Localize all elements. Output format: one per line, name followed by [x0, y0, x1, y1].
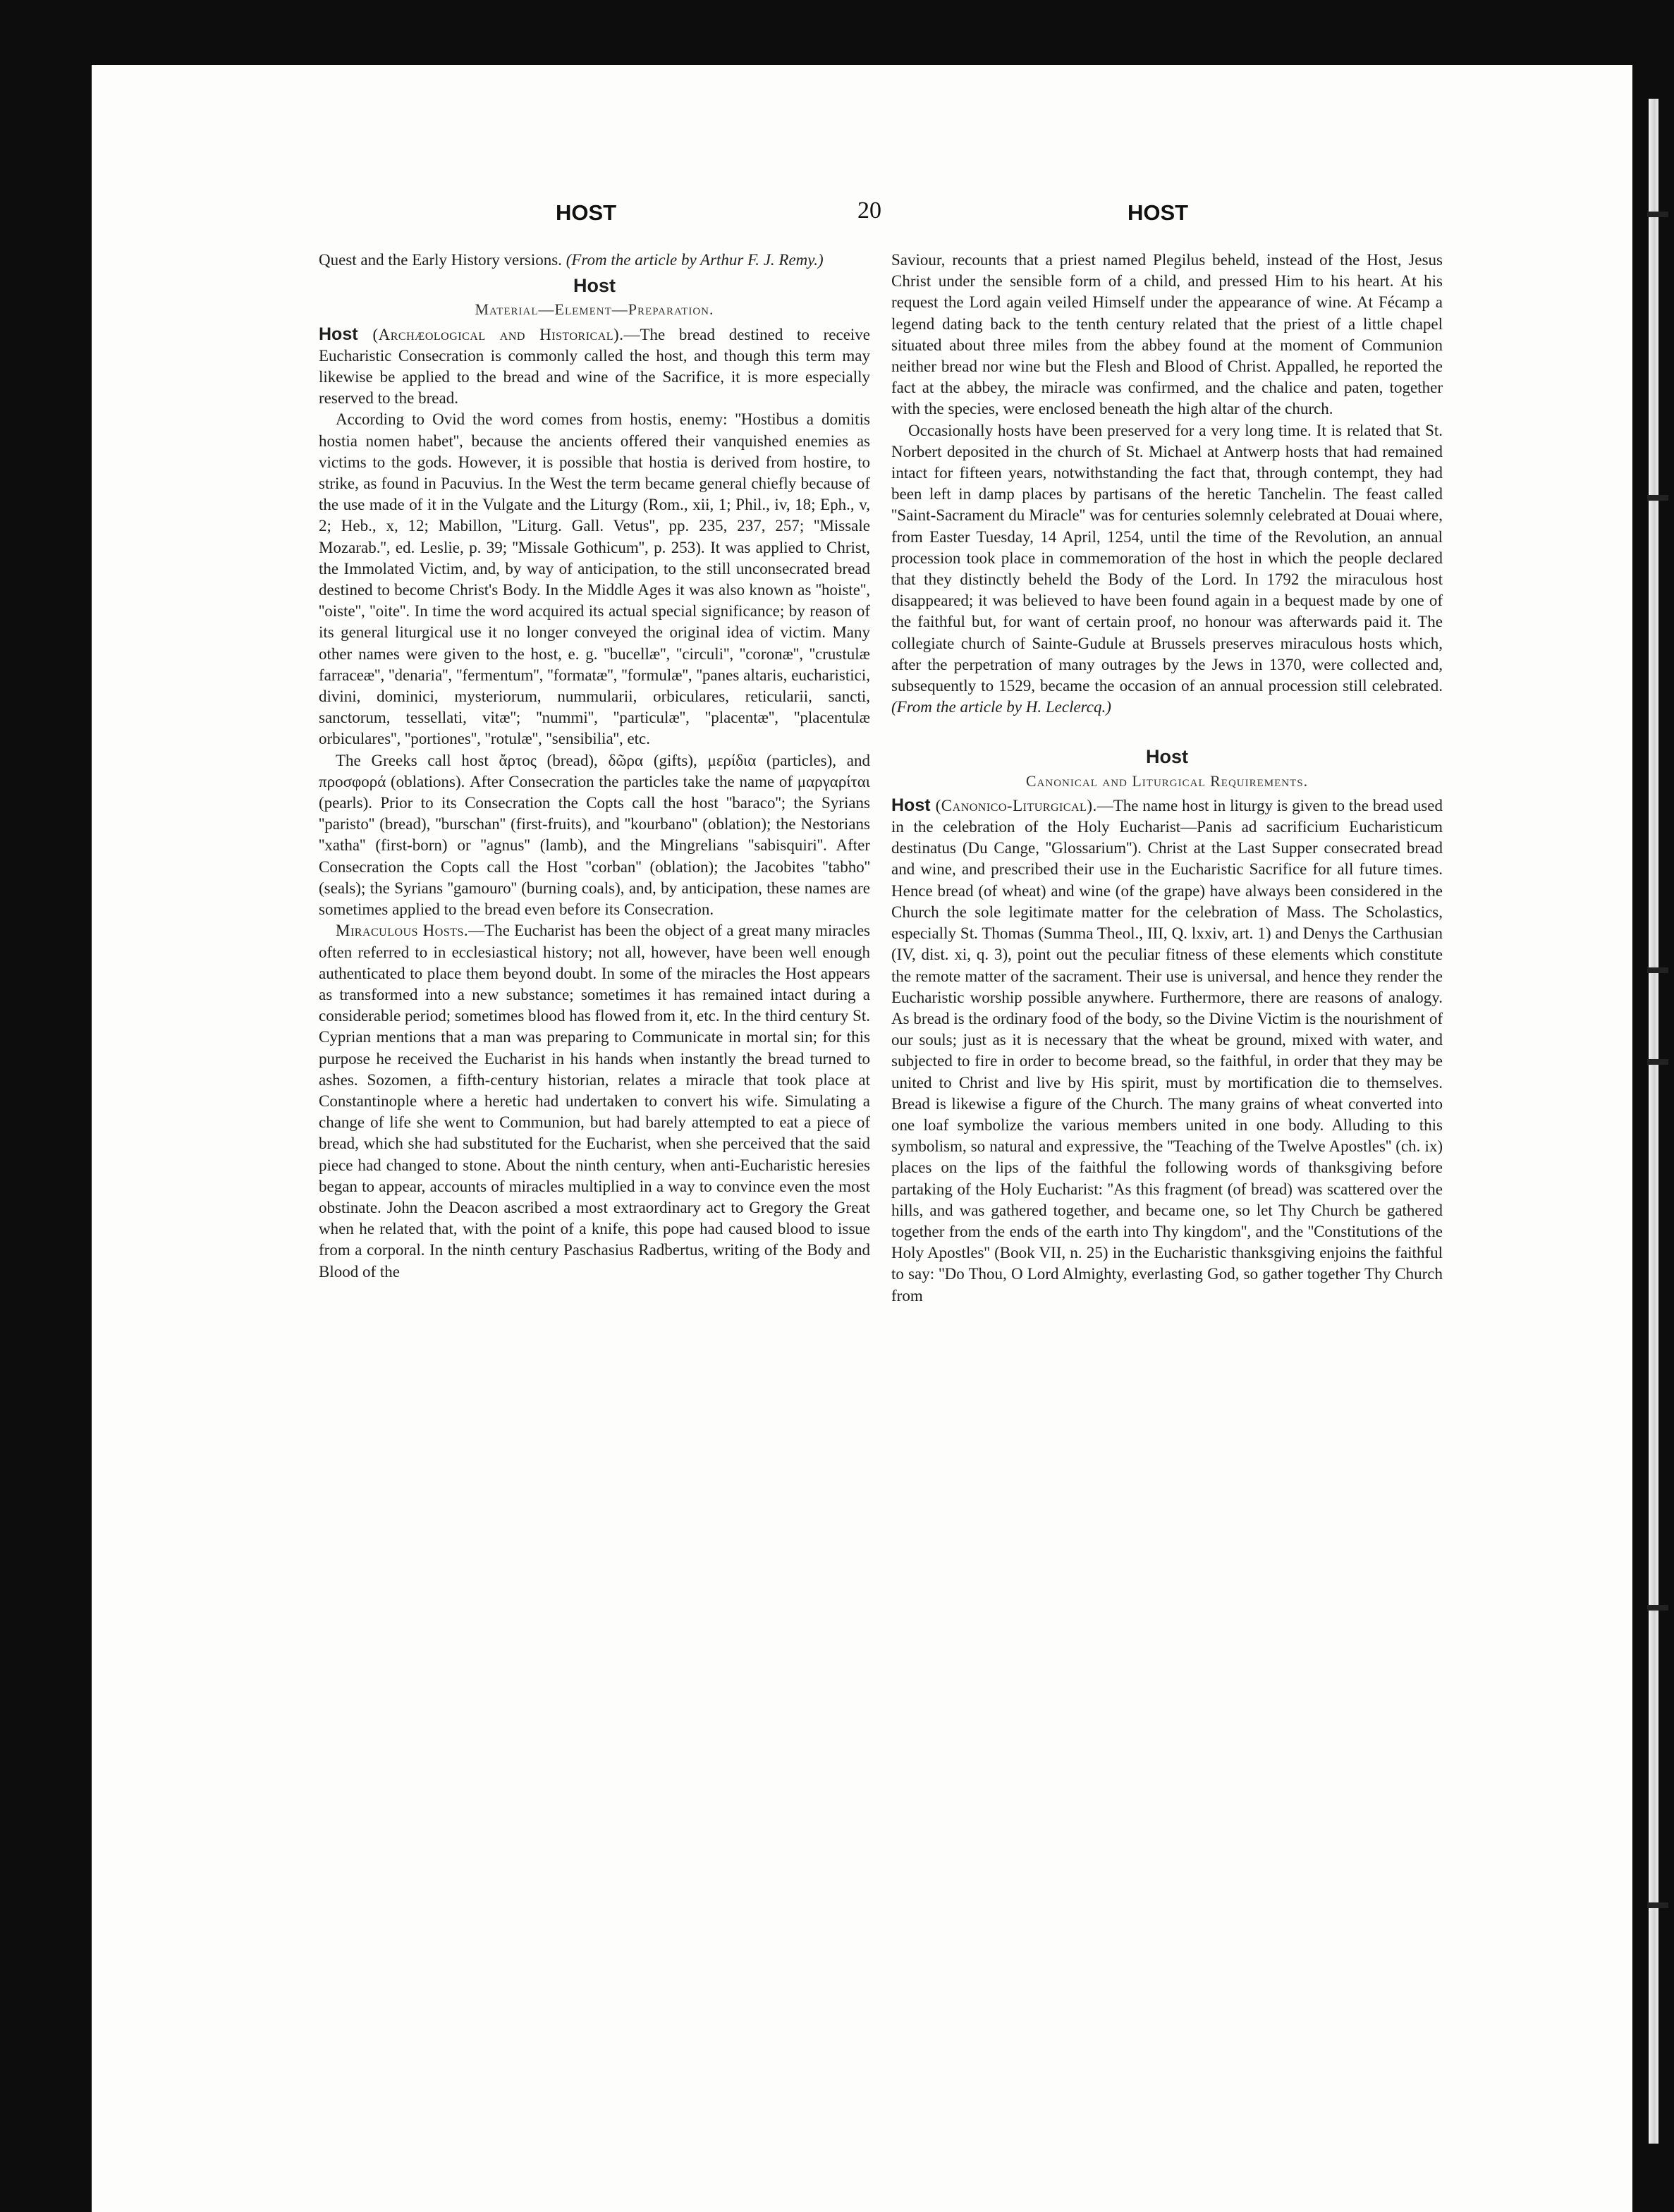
right-column [891, 250, 1443, 1307]
paragraph-text: According to Ovid the word comes from hostis, enemy: ''Hostibus a domitis hostia nomen habet'', because the ancients offered their vanquished enemies as victims to the gods. However, it is possible that hostia is derived from hostire, to strike, as found in Pacuvius. In the West the term became general chiefly because of the use made of it in the Vulgate and the Liturgy (Rom., xii, 1; Phil., iv, 18; Eph., v, 2; Heb., x, 12; Mabillon, ''Liturg. Gall. Vetus'', pp. 235, 237, 257; ''Missale Mozarab.'', ed. Leslie, p. 39; ''Missale Gothicum'', p. 253). It was applied to Christ, the Immolated Victim, and, by way of anticipation, to the still unconsecrated bread destined to become Christ's Body. In the Middle Ages it was also known as ''hoiste'', ''oiste'', ''oite''. In time the word acquired its actual special significance; by reason of its general liturgical use it no longer conveyed the original idea of victim. Many other names were given to the host, e. g. ''bucellæ'', ''circuli'', ''coronæ'', ''crustulæ farraceæ'', ''denaria'', ''fermentum'', ''formatæ'', ''formulæ'', ''panes altaris, eucharistici, divini, dominici, mysteriorum, nummularii, orbiculares, reticularii, sancti, sanctorum, tessellati, vitæ''; ''nummi'', ''particulæ'', ''placentæ'', ''placentulæ orbiculares'', ''portiones'', ''rotulæ'', ''sensibilia'', etc. [319, 410, 870, 748]
small-caps-label: (Archæological and Historical). [372, 325, 624, 343]
section-heading: Host [1146, 746, 1188, 768]
section-heading: Host [573, 275, 616, 297]
section-spacer [891, 718, 1443, 742]
page-number: 20 [857, 197, 881, 224]
left-column [319, 250, 870, 1283]
run-in-head: Host [319, 324, 373, 344]
paragraph [891, 420, 1443, 719]
edge-mark [1647, 1059, 1668, 1065]
paragraph-text: Occasionally hosts have been preserved for a very long time. It is related that St. Norbert deposited in the church of St. Michael at Antwerp hosts that had remained intact for fifteen years, notwithstanding the fact that, through contempt, they had been left in damp places by partisans of the heretic Tanchelin. The feast called ''Saint-Sacrament du Miracle'' was for centuries solemnly celebrated at Douai where, from Easter Tuesday, 14 April, 1254, until the time of the Revolution, an annual procession took place in commemoration of the host in which the people declared that they distinctly beheld the Body of the Lord. In 1792 the miraculous host disappeared; it was believed to have been found again in a bequest made by one of the faithful but, for want of certain proof, no honour was afterwards paid it. The collegiate church of Sainte-Gudule at Brussels preserves miraculous hosts which, after the perpetration of many outrages by the Jews in 1370, were collected and, subsequently to 1529, became the occasion of an annual procession still celebrated. [891, 421, 1443, 695]
running-header [310, 197, 1495, 228]
paragraph-text: —The Eucharist has been the object of a great many miracles often referred to in ecclesiastical history; not all, however, have been well enough authenticated to place them beyond doubt. In some of the miracles the Host appears as transformed into a new substance; sometimes it has remained intact during a considerable period; sometimes blood has flowed from it, etc. In the third century St. Cyprian mentions that a man was preparing to Communicate in mortal sin; for this purpose he received the Eucharist in his hands when instantly the bread turned to ashes. Sozomen, a fifth-century historian, relates a miracle that took place at Constantinople where a heretic had undertaken to convert his wife. Simulating a change of life she went to Communion, but had barely attempted to eat a piece of bread, which she had substituted for the Eucharist, when she perceived that the said piece had changed to stone. About the ninth century, when anti-Eucharistic heresies began to appear, accounts of miracles multiplied in a way to convince even the most obstinate. John the Deacon ascribed a most extraordinary act to Gregory the Great when he related that, with the point of a knife, this pope had caused blood to issue from a corporal. In the ninth century Paschasius Radbertus, writing of the Body and Blood of the [319, 922, 871, 1281]
edge-mark [1647, 495, 1668, 501]
page-edge [1649, 99, 1658, 2144]
attribution: (From the article by Arthur F. J. Remy.) [561, 251, 824, 269]
paragraph-text: —The name host in liturgy is given to the bread used in the celebration of the Holy Eucharist—Panis ad sacrificium Eucharisticum destinatus (Du Cange, ''Glossarium''). Christ at the Last Supper consecrated bread and wine, and prescribed their use in the Eucharistic Sacrifice for all future times. Hence bread (of wheat) and wine (of the grape) have always been considered in the Church the sole legitimate matter for the celebration of Mass. The Scholastics, especially St. Thomas (Summa Theol., III, Q. lxxiv, art. 1) and Denys the Carthusian (IV, dist. xi, q. 3), point out the peculiar fitness of these elements which constitute the remote matter of the sacrament. Their use is universal, and hence they render the Eucharistic worship possible anywhere. Furthermore, there are reasons of analogy. As bread is the ordinary food of the body, so the Divine Victim is the nourishment of our souls; just as it is necessary that the wheat be ground, mixed with water, and subjected to fire in order to become bread, so the faithful, in order that they may be united to Christ and live by His spirit, must by mortification die to themselves. Bread is likewise a figure of the Church. The many grains of wheat converted into one loaf symbolize the various members united in one body. Alluding to this symbolism, so natural and expressive, the ''Teaching of the Twelve Apostles'' (ch. ix) places on the lips of the faithful the following words of thanksgiving before partaking of the Holy Eucharist: ''As this fragment (of bread) was scattered over the hills, and was gathered together, and became one, so let Thy Church be gathered together from the ends of the earth into Thy kingdom'', and the ''Constitutions of the Holy Apostles'' (Book VII, n. 25) in the Eucharistic thanksgiving enjoins the faithful to say: ''Do Thou, O Lord Almighty, everlasting God, so gather together Thy Church from [891, 796, 1443, 1304]
small-caps-label: (Canonico-Liturgical). [935, 796, 1097, 814]
paragraph-text: The Greeks call host ἄρτος (bread), δῶρα (gifts), μερίδια (particles), and προσφορά (oblations). After Consecration the particles take the name of μαργαρίται (pearls). Prior to its Consecration the Copts call the host ''baraco''; the Syrians ''paristo'' (bread), ''burschan'' (first-fruits), and ''kourbano'' (oblation); the Nestorians ''xatha'' (first-born) or ''agnus'' (lamb), and the Mingrelians ''sabisquiri''. After Consecration the Copts call the Host ''corban'' (oblation); the Jacobites ''tabho'' (seals); the Syrians ''gamouro'' (burning coals), and, by anticipation, these names are sometimes applied to the bread even before its Consecration. [319, 751, 870, 919]
section-subheading: Material—Element—Preparation. [475, 300, 714, 319]
header-right-title: HOST [1128, 200, 1189, 225]
paragraph [319, 324, 870, 410]
paragraph [319, 750, 870, 921]
paragraph-text: Quest and the Early History versions. [319, 251, 562, 269]
paragraph [319, 920, 870, 1282]
edge-mark [1647, 1605, 1668, 1611]
header-left-title: HOST [556, 200, 617, 225]
edge-mark [1647, 212, 1668, 217]
edge-mark [1647, 1902, 1668, 1908]
run-in-head: Host [891, 795, 936, 815]
paragraph [891, 795, 1443, 1307]
paragraph-text: Saviour, recounts that a priest named Plegilus beheld, instead of the Host, Jesus Christ under the sensible form of a child, and pressed Him to his heart. At his request the Lord again veiled Himself under the appearance of wine. At Fécamp a legend dating back to the tenth century related that the priest of a little chapel situated about three miles from the abbey found at the moment of Communion neither bread nor wine but the Flesh and Blood of Christ. Appalled, he reported the fact at the abbey, the miracle was confirmed, and the chalice and paten, together with the species, were enclosed beneath the high altar of the church. [891, 251, 1443, 418]
paragraph-text: —The bread destined to receive Eucharistic Consecration is commonly called the host, and though this term may likewise be applied to the bread and wine of the Sacrifice, it is more especially reserved to the bread. [319, 325, 871, 408]
small-caps-label: Miraculous Hosts. [336, 922, 469, 940]
edge-mark [1647, 967, 1668, 973]
paragraph [319, 250, 870, 271]
paragraph [319, 409, 870, 750]
section-subheading: Canonical and Liturgical Requirements. [1025, 771, 1309, 790]
attribution: (From the article by H. Leclercq.) [891, 698, 1111, 716]
paragraph [891, 250, 1443, 420]
